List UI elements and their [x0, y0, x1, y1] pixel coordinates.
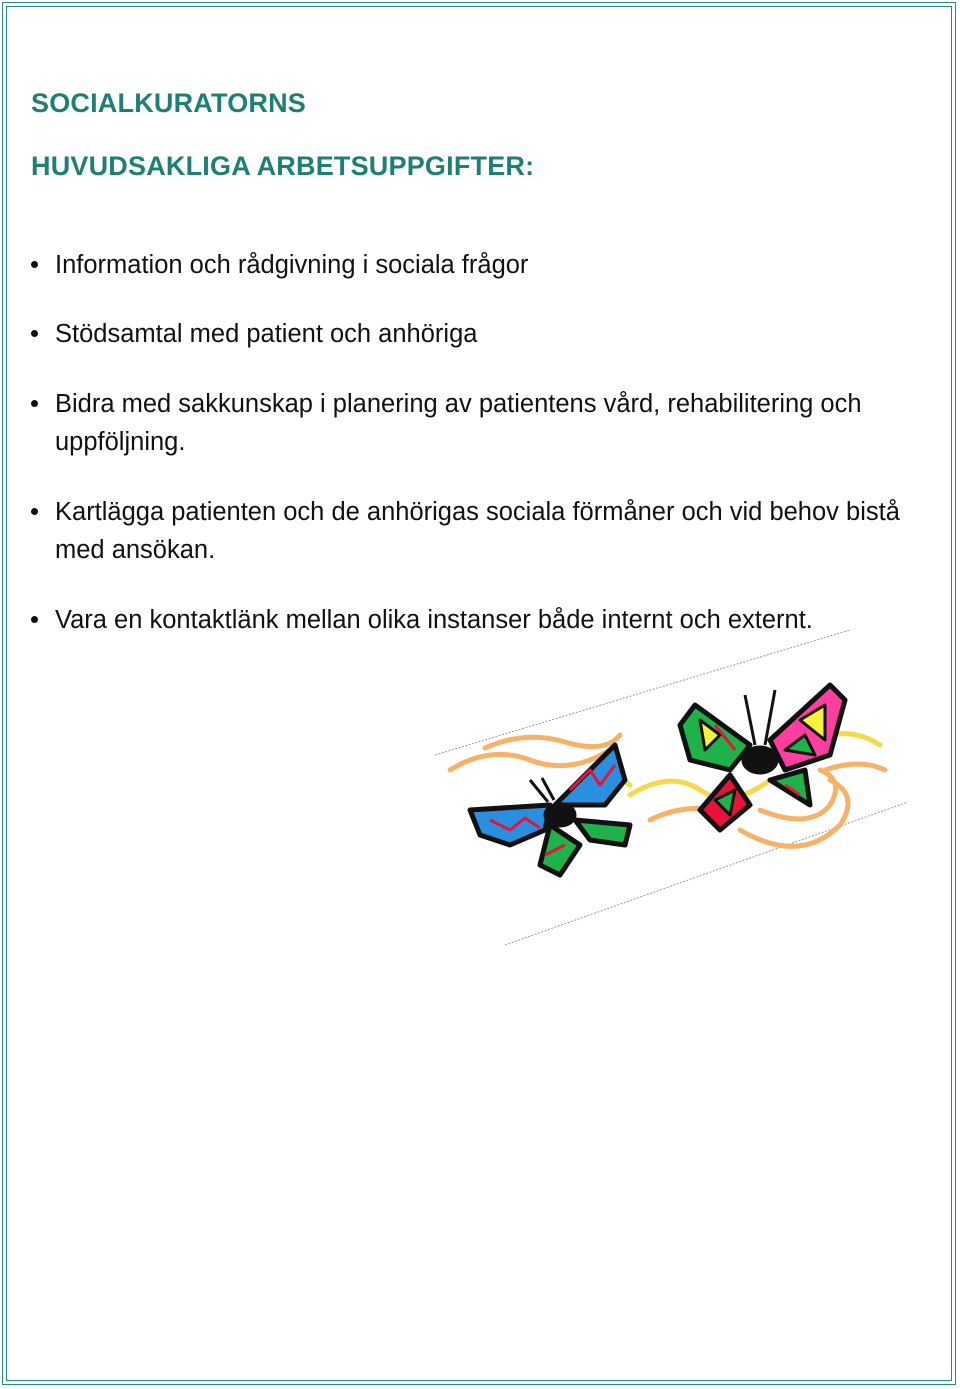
bullet-icon — [31, 400, 38, 407]
bullet-icon — [31, 616, 38, 623]
list-item-text: Bidra med sakkunskap i planering av patientens vård, rehabilitering och uppföljning. — [55, 390, 862, 456]
list-item-text: Vara en kontaktlänk mellan olika instanser både internt och externt. — [55, 606, 813, 634]
list-item — [31, 246, 931, 284]
list-item — [31, 385, 931, 461]
bullet-icon — [31, 508, 38, 515]
list-item — [31, 493, 931, 569]
bullet-icon — [31, 330, 38, 337]
list-item-text: Stödsamtal med patient och anhöriga — [55, 320, 478, 348]
page-title-line-1: SOCIALKURATORNS — [31, 88, 307, 118]
bullet-icon — [31, 261, 38, 268]
list-item-text: Information och rådgivning i sociala frågor — [55, 251, 529, 279]
list-item-text: Kartlägga patienten och de anhörigas sociala förmåner och vid behov bistå med ansökan. — [55, 498, 900, 564]
list-item — [31, 315, 931, 353]
butterfly-right — [680, 685, 845, 830]
page-title-line-2: HUVUDSAKLIGA ARBETSUPPGIFTER: — [31, 151, 535, 181]
butterflies-illustration — [430, 630, 910, 950]
